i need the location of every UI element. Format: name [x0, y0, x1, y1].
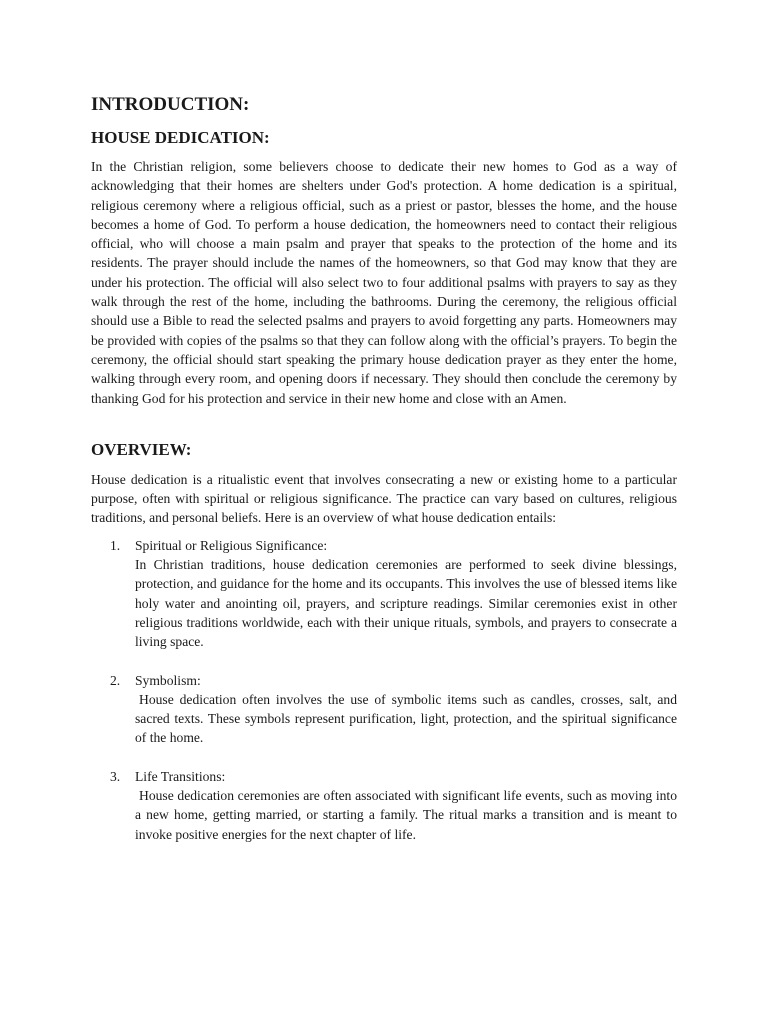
list-item-number: 2.	[110, 672, 121, 688]
list-item	[91, 536, 677, 652]
list-item	[91, 671, 677, 748]
list-item-title: Life Transitions:	[135, 768, 226, 784]
list-item-text: House dedication often involves the use of symbolic items such as candles, crosses, salt, and sacred texts. These symbols represent purification, light, protection, and the spiritual significance of the home.	[135, 691, 677, 746]
document-page	[91, 92, 677, 863]
list-item	[91, 767, 677, 844]
house-dedication-heading: HOUSE DEDICATION:	[91, 128, 270, 147]
list-item-number: 3.	[110, 768, 121, 784]
list-item-text: House dedication ceremonies are often associated with significant life events, such as moving into a new home, getting married, or starting a family. The ritual marks a transition and is meant to invoke positive energies for the next chapter of life.	[135, 788, 677, 842]
introduction-paragraph: In the Christian religion, some believers choose to dedicate their new homes to God as a way of acknowledging that their homes are shelters under God's protection. A home dedication is a spiritual, religious ceremony where a religious official, such as a priest or pastor, blesses the home, and the house becomes a home of God. To perform a house dedication, the homeowners need to contact their religious official, who will choose a main psalm and prayer that speaks to the protection of the home and its residents. The prayer should include the names of the homeowners, so that God may know that they are under his protection. The official will also select two to four additional psalms with prayers to say as they walk through the rest of the home, including the bathrooms. During the ceremony, the religious official should use a Bible to read the selected psalms and prayers to avoid forgetting any parts. Homeowners may be provided with copies of the psalms so that they can follow along with the official’s prayers. To begin the ceremony, the official should start speaking the primary house dedication prayer as they enter the home, walking through every room, and opening doors if necessary. They should then conclude the ceremony by thanking God for his protection and service in their new home and close with an Amen.	[91, 159, 677, 406]
introduction-heading: INTRODUCTION:	[91, 94, 250, 115]
overview-list	[91, 536, 677, 844]
overview-heading: OVERVIEW:	[91, 439, 192, 459]
list-item-text: In Christian traditions, house dedication ceremonies are performed to seek divine blessings, protection, and guidance for the home and its occupants. This involves the use of blessed items like holy water and anointing oil, prayers, and scripture readings. Similar ceremonies exist in other religious traditions worldwide, each with their unique rituals, symbols, and prayers to consecrate a living space.	[135, 557, 677, 650]
list-item-number: 1.	[110, 537, 121, 553]
overview-paragraph: House dedication is a ritualistic event that involves consecrating a new or existing home to a particular purpose, often with spiritual or religious significance. The practice can vary based on cultures, religious traditions, and personal beliefs. Here is an overview of what house dedication entails:	[91, 471, 677, 526]
list-item-title: Spiritual or Religious Significance:	[135, 537, 328, 553]
list-item-title: Symbolism:	[135, 672, 201, 688]
